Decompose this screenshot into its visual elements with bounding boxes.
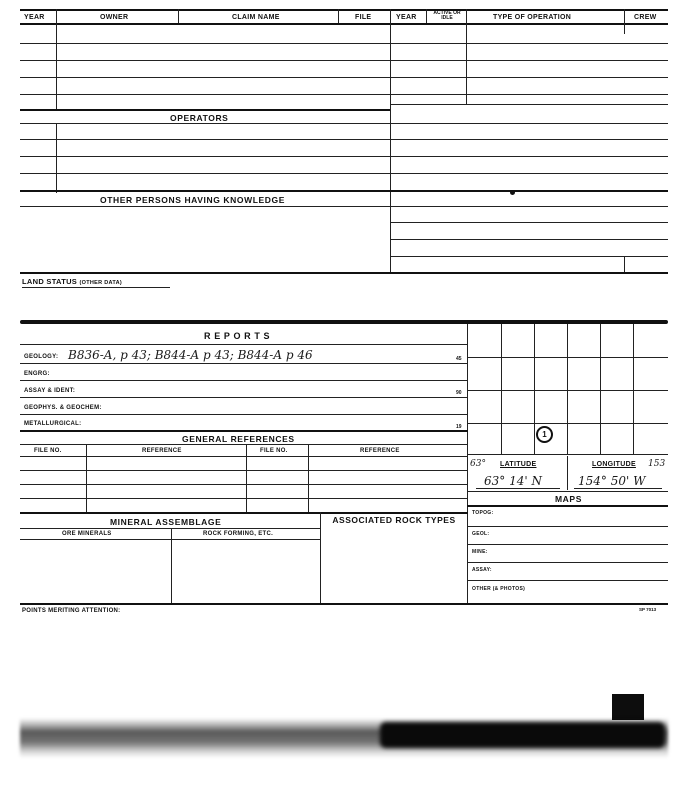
col-file: FILE	[355, 14, 372, 21]
row-line	[20, 363, 468, 364]
row-line	[467, 544, 668, 545]
col-owner: OWNER	[100, 14, 129, 21]
col-type-of-operation: TYPE OF OPERATION	[493, 14, 572, 21]
maps-assay: ASSAY:	[472, 567, 492, 573]
maps-geol: GEOL:	[472, 531, 490, 537]
row-line	[390, 77, 668, 78]
claims-bottom-border	[20, 272, 668, 274]
longitude-underline	[574, 488, 662, 489]
report-label-engrg: ENGRG:	[24, 371, 50, 377]
row-line	[20, 397, 468, 398]
form-code: SP 7013	[639, 607, 657, 612]
claims-header-border	[20, 23, 668, 25]
row-line	[20, 77, 390, 78]
col-divider	[466, 9, 467, 104]
row-line	[20, 444, 468, 445]
grid-line	[467, 390, 668, 391]
operators-heading: OPERATORS	[170, 113, 229, 123]
row-line	[467, 562, 668, 563]
reports-title: R E P O R T S	[204, 331, 271, 341]
grid-line	[567, 324, 568, 454]
maps-title: MAPS	[555, 494, 582, 504]
ore-minerals-header: ORE MINERALS	[62, 531, 112, 537]
gr-col-file-no: FILE NO.	[34, 448, 62, 454]
row-line	[390, 156, 668, 157]
row-line-thick	[20, 430, 468, 432]
row-line	[20, 498, 468, 499]
row-line	[20, 156, 390, 157]
lat-prefix: 63°	[470, 459, 486, 469]
general-references-title: GENERAL REFERENCES	[182, 434, 295, 444]
gr-col-file-no-2: FILE NO.	[260, 448, 288, 454]
associated-rock-types: ASSOCIATED ROCK TYPES	[332, 515, 456, 525]
report-value-geology: B836-A, p 43; B844-A p 43; B844-A p 46	[68, 348, 313, 362]
latitude-underline	[476, 488, 560, 489]
maps-mine: MINE:	[472, 549, 488, 555]
land-status-label	[22, 277, 122, 286]
row-line	[467, 526, 668, 527]
row-line	[20, 380, 468, 381]
grid-line	[600, 324, 601, 454]
reports-top-border	[20, 320, 668, 324]
row-line	[20, 206, 390, 207]
row-line	[20, 414, 468, 415]
row-line-thick	[20, 109, 390, 111]
ink-dot	[510, 190, 515, 195]
row-line-thick	[20, 512, 468, 514]
col-divider	[426, 9, 427, 23]
row-line	[467, 491, 668, 492]
long-suffix: 153	[648, 459, 666, 469]
row-line	[390, 239, 668, 240]
row-line	[20, 470, 468, 471]
grid-location-marker: 1	[536, 426, 553, 443]
col-divider	[308, 444, 309, 512]
grid-line	[467, 357, 668, 358]
grid-line	[633, 324, 634, 454]
mineral-assemblage-title: MINERAL ASSEMBLAGE	[110, 517, 222, 527]
row-line	[390, 123, 668, 124]
row-line	[390, 206, 668, 207]
grid-line	[467, 423, 668, 424]
row-line	[390, 104, 668, 105]
col-year: YEAR	[24, 14, 45, 21]
row-line	[20, 139, 390, 140]
report-label-geophys: GEOPHYS. & GEOCHEM:	[24, 405, 102, 411]
report-label-geology: GEOLOGY:	[24, 354, 59, 360]
row-line	[390, 60, 668, 61]
reports-bottom-border	[20, 603, 668, 605]
other-persons-heading: OTHER PERSONS HAVING KNOWLEDGE	[100, 195, 286, 205]
report-page-metallurgical: 19	[456, 424, 462, 430]
lat-long-divider	[567, 456, 568, 490]
row-line	[20, 94, 390, 95]
col-year-2: YEAR	[396, 14, 417, 21]
row-line	[390, 139, 668, 140]
row-line	[20, 173, 390, 174]
col-divider	[624, 9, 625, 34]
col-crew: CREW	[634, 14, 657, 21]
col-divider	[56, 23, 57, 111]
center-divider	[390, 9, 391, 274]
col-divider	[246, 444, 247, 512]
row-line	[20, 456, 468, 457]
grid-line	[501, 324, 502, 454]
scan-artifact-block	[612, 694, 644, 720]
row-line	[20, 539, 320, 540]
report-label-assay: ASSAY & IDENT:	[24, 388, 76, 394]
latitude-label: LATITUDE	[500, 461, 537, 468]
maps-other: OTHER (& PHOTOS)	[472, 586, 526, 592]
report-page-geology: 45	[456, 356, 462, 362]
row-line	[20, 43, 390, 44]
report-label-metallurgical: METALLURGICAL:	[24, 421, 82, 427]
rock-forming-header: ROCK FORMING, ETC.	[203, 531, 274, 537]
row-line	[390, 173, 668, 174]
scan-artifact-dark-band	[380, 722, 665, 748]
row-line	[20, 528, 320, 529]
row-line	[20, 123, 390, 124]
col-divider	[56, 123, 57, 193]
row-line	[390, 222, 668, 223]
longitude-value: 154° 50' W	[578, 474, 646, 488]
points-meriting-attention: POINTS MERITING ATTENTION:	[22, 608, 121, 614]
land-status-underline	[22, 287, 170, 288]
row-line	[390, 256, 668, 257]
grid-line	[534, 324, 535, 454]
col-divider	[178, 9, 179, 23]
row-line	[20, 344, 468, 345]
gr-col-reference-2: REFERENCE	[360, 448, 400, 454]
row-line	[20, 484, 468, 485]
col-divider	[320, 512, 321, 604]
claims-top-border	[20, 9, 668, 11]
col-divider	[171, 528, 172, 604]
report-page-assay: 90	[456, 390, 462, 396]
row-line	[467, 580, 668, 581]
row-line	[20, 60, 390, 61]
col-divider	[624, 256, 625, 272]
longitude-label: LONGITUDE	[592, 461, 636, 468]
latitude-value: 63° 14' N	[484, 474, 542, 488]
gr-col-reference: REFERENCE	[142, 448, 182, 454]
row-line	[390, 94, 668, 95]
col-divider	[86, 444, 87, 512]
row-line-thick	[467, 505, 668, 507]
row-line-thick	[20, 190, 390, 192]
col-active-idle: ACTIVE OR IDLE	[433, 10, 461, 21]
row-line	[390, 43, 668, 44]
land-status-sub: (OTHER DATA)	[79, 280, 122, 286]
maps-topog: TOPOG:	[472, 510, 494, 516]
col-claim-name: CLAIM NAME	[232, 14, 280, 21]
row-line-thick	[390, 190, 668, 192]
land-status-title: LAND STATUS	[22, 277, 78, 286]
col-divider	[338, 9, 339, 23]
grid-line	[467, 454, 668, 455]
col-divider	[56, 9, 57, 23]
